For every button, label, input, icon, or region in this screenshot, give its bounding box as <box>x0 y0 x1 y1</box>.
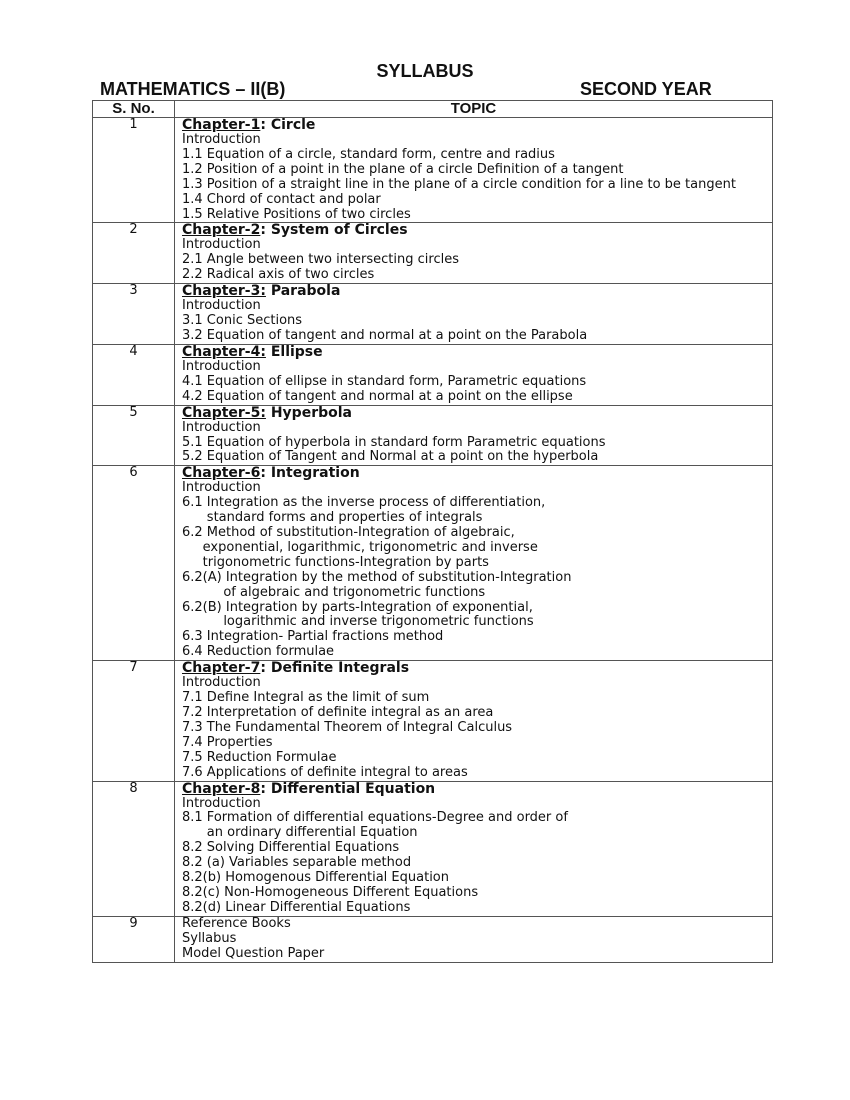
topic-line: Introduction <box>182 795 261 811</box>
chapter-heading <box>182 345 772 360</box>
chapter-heading <box>182 782 772 797</box>
topic-line: 2.2 Radical axis of two circles <box>182 267 375 283</box>
topic-line: 7.2 Interpretation of definite integral as an area <box>182 705 494 720</box>
chapter-label: Chapter-5: <box>182 404 266 421</box>
chapter-heading <box>182 406 772 421</box>
column-header-sno: S. No. <box>93 101 175 118</box>
topic-line: 4.2 Equation of tangent and normal at a point on the ellipse <box>182 388 573 404</box>
chapter-name: Differential Equation <box>270 780 436 797</box>
chapter-label: Chapter-2 <box>182 222 261 239</box>
chapter-name: Ellipse <box>270 343 323 360</box>
chapter-label: Chapter-1 <box>182 117 261 133</box>
topic-line: 5.1 Equation of hyperbola in standard form Parametric equations <box>182 434 606 450</box>
table-header-row <box>93 101 773 118</box>
topic-line: Introduction <box>182 358 261 374</box>
serial-number: 9 <box>93 916 175 962</box>
chapter-name: Integration <box>270 465 360 482</box>
topic-line: standard forms and properties of integrals <box>182 510 483 526</box>
topic-line: exponential, logarithmic, trigonometric and inverse <box>182 539 538 555</box>
table-row <box>93 118 773 223</box>
topic-line: 3.2 Equation of tangent and normal at a point on the Parabola <box>182 327 588 343</box>
topic-line: 8.2(c) Non-Homogeneous Different Equations <box>182 884 479 900</box>
serial-number: 5 <box>93 405 175 466</box>
chapter-separator: : <box>260 660 271 677</box>
topic-line: 7.6 Applications of definite integral to areas <box>182 764 468 780</box>
topic-cell <box>175 405 773 466</box>
serial-number: 7 <box>93 661 175 781</box>
table-row <box>93 284 773 345</box>
topic-line: 7.3 The Fundamental Theorem of Integral Calculus <box>182 719 513 735</box>
topic-cell <box>175 118 773 223</box>
topic-line: 6.3 Integration- Partial fractions method <box>182 629 444 645</box>
topic-line: 4.1 Equation of ellipse in standard form, Parametric equations <box>182 373 587 389</box>
topic-line: Introduction <box>182 298 261 314</box>
topic-cell <box>175 916 773 962</box>
chapter-heading <box>182 223 772 238</box>
topic-cell <box>175 661 773 781</box>
chapter-label: Chapter-7 <box>182 660 261 677</box>
topic-line: 8.2 Solving Differential Equations <box>182 840 400 856</box>
topic-line: 1.4 Chord of contact and polar <box>182 191 381 207</box>
topic-line: 8.2(d) Linear Differential Equations <box>182 899 411 915</box>
topic-line: Introduction <box>182 480 261 496</box>
topic-line: 1.2 Position of a point in the plane of a circle Definition of a tangent <box>182 161 624 177</box>
topic-line: 1.1 Equation of a circle, standard form, centre and radius <box>182 146 555 162</box>
chapter-name: Parabola <box>270 283 341 300</box>
topic-line: 6.2(A) Integration by the method of substitution-Integration <box>182 569 572 585</box>
topic-line: 6.1 Integration as the inverse process of differentiation, <box>182 495 546 511</box>
table-row <box>93 916 773 962</box>
syllabus-table <box>92 100 773 963</box>
topic-line: 8.2 (a) Variables separable method <box>182 855 412 871</box>
topic-line: Introduction <box>182 419 261 435</box>
column-header-topic: TOPIC <box>175 101 773 118</box>
table-row <box>93 405 773 466</box>
topic-line: 8.2(b) Homogenous Differential Equation <box>182 870 450 886</box>
subject-heading: MATHEMATICS – II(B) <box>100 79 286 99</box>
topic-line: of algebraic and trigonometric functions <box>182 584 486 600</box>
topic-line: trigonometric functions-Integration by parts <box>182 554 489 570</box>
table-row <box>93 466 773 661</box>
serial-number: 8 <box>93 781 175 916</box>
serial-number: 2 <box>93 223 175 284</box>
chapter-label: Chapter-3: <box>182 283 266 300</box>
topic-line: 5.2 Equation of Tangent and Normal at a point on the hyperbola <box>182 449 599 465</box>
chapter-heading <box>182 466 772 481</box>
topic-line: Introduction <box>182 132 261 147</box>
table-row <box>93 781 773 916</box>
topic-line: Model Question Paper <box>182 945 325 961</box>
topic-line: 6.2(B) Integration by parts-Integration of exponential, <box>182 599 533 615</box>
chapter-label: Chapter-4: <box>182 343 266 360</box>
topic-line: logarithmic and inverse trigonometric functions <box>182 614 534 630</box>
topic-line: an ordinary differential Equation <box>182 825 418 841</box>
topic-line: 3.1 Conic Sections <box>182 313 303 329</box>
topic-line: 1.5 Relative Positions of two circles <box>182 206 411 222</box>
table-row <box>93 661 773 781</box>
year-heading: SECOND YEAR <box>580 79 712 99</box>
chapter-heading <box>182 661 772 676</box>
table-row <box>93 223 773 284</box>
chapter-heading <box>182 284 772 299</box>
topic-line: 7.1 Define Integral as the limit of sum <box>182 690 430 706</box>
serial-number: 3 <box>93 284 175 345</box>
topic-cell <box>175 466 773 661</box>
topic-line: 1.3 Position of a straight line in the plane of a circle condition for a line to be tangent <box>182 176 736 192</box>
topic-cell <box>175 284 773 345</box>
topic-line: Introduction <box>182 675 261 691</box>
topic-cell <box>175 344 773 405</box>
topic-cell <box>175 781 773 916</box>
chapter-name: System of Circles <box>270 222 408 239</box>
chapter-heading <box>182 118 772 133</box>
serial-number: 6 <box>93 466 175 661</box>
chapter-name: Circle <box>270 117 316 133</box>
chapter-separator: : <box>260 465 271 482</box>
topic-line: 6.4 Reduction formulae <box>182 644 335 660</box>
page-title: SYLLABUS <box>376 61 474 81</box>
topic-line: Syllabus <box>182 930 237 946</box>
topic-line: Introduction <box>182 237 261 253</box>
topic-line: 6.2 Method of substitution-Integration of algebraic, <box>182 525 515 541</box>
topic-line: 7.4 Properties <box>182 734 273 750</box>
serial-number: 4 <box>93 344 175 405</box>
table-row <box>93 344 773 405</box>
chapter-label: Chapter-6 <box>182 465 261 482</box>
chapter-separator: : <box>260 222 271 239</box>
serial-number: 1 <box>93 118 175 223</box>
chapter-separator: : <box>260 117 271 133</box>
topic-line: 8.1 Formation of differential equations-Degree and order of <box>182 810 568 826</box>
chapter-separator: : <box>260 780 271 797</box>
topic-cell <box>175 223 773 284</box>
chapter-name: Hyperbola <box>270 404 352 421</box>
chapter-name: Definite Integrals <box>270 660 410 677</box>
topic-line: 7.5 Reduction Formulae <box>182 749 337 765</box>
topic-line: 2.1 Angle between two intersecting circles <box>182 252 459 268</box>
chapter-label: Chapter-8 <box>182 780 261 797</box>
topic-line: Reference Books <box>182 915 291 931</box>
